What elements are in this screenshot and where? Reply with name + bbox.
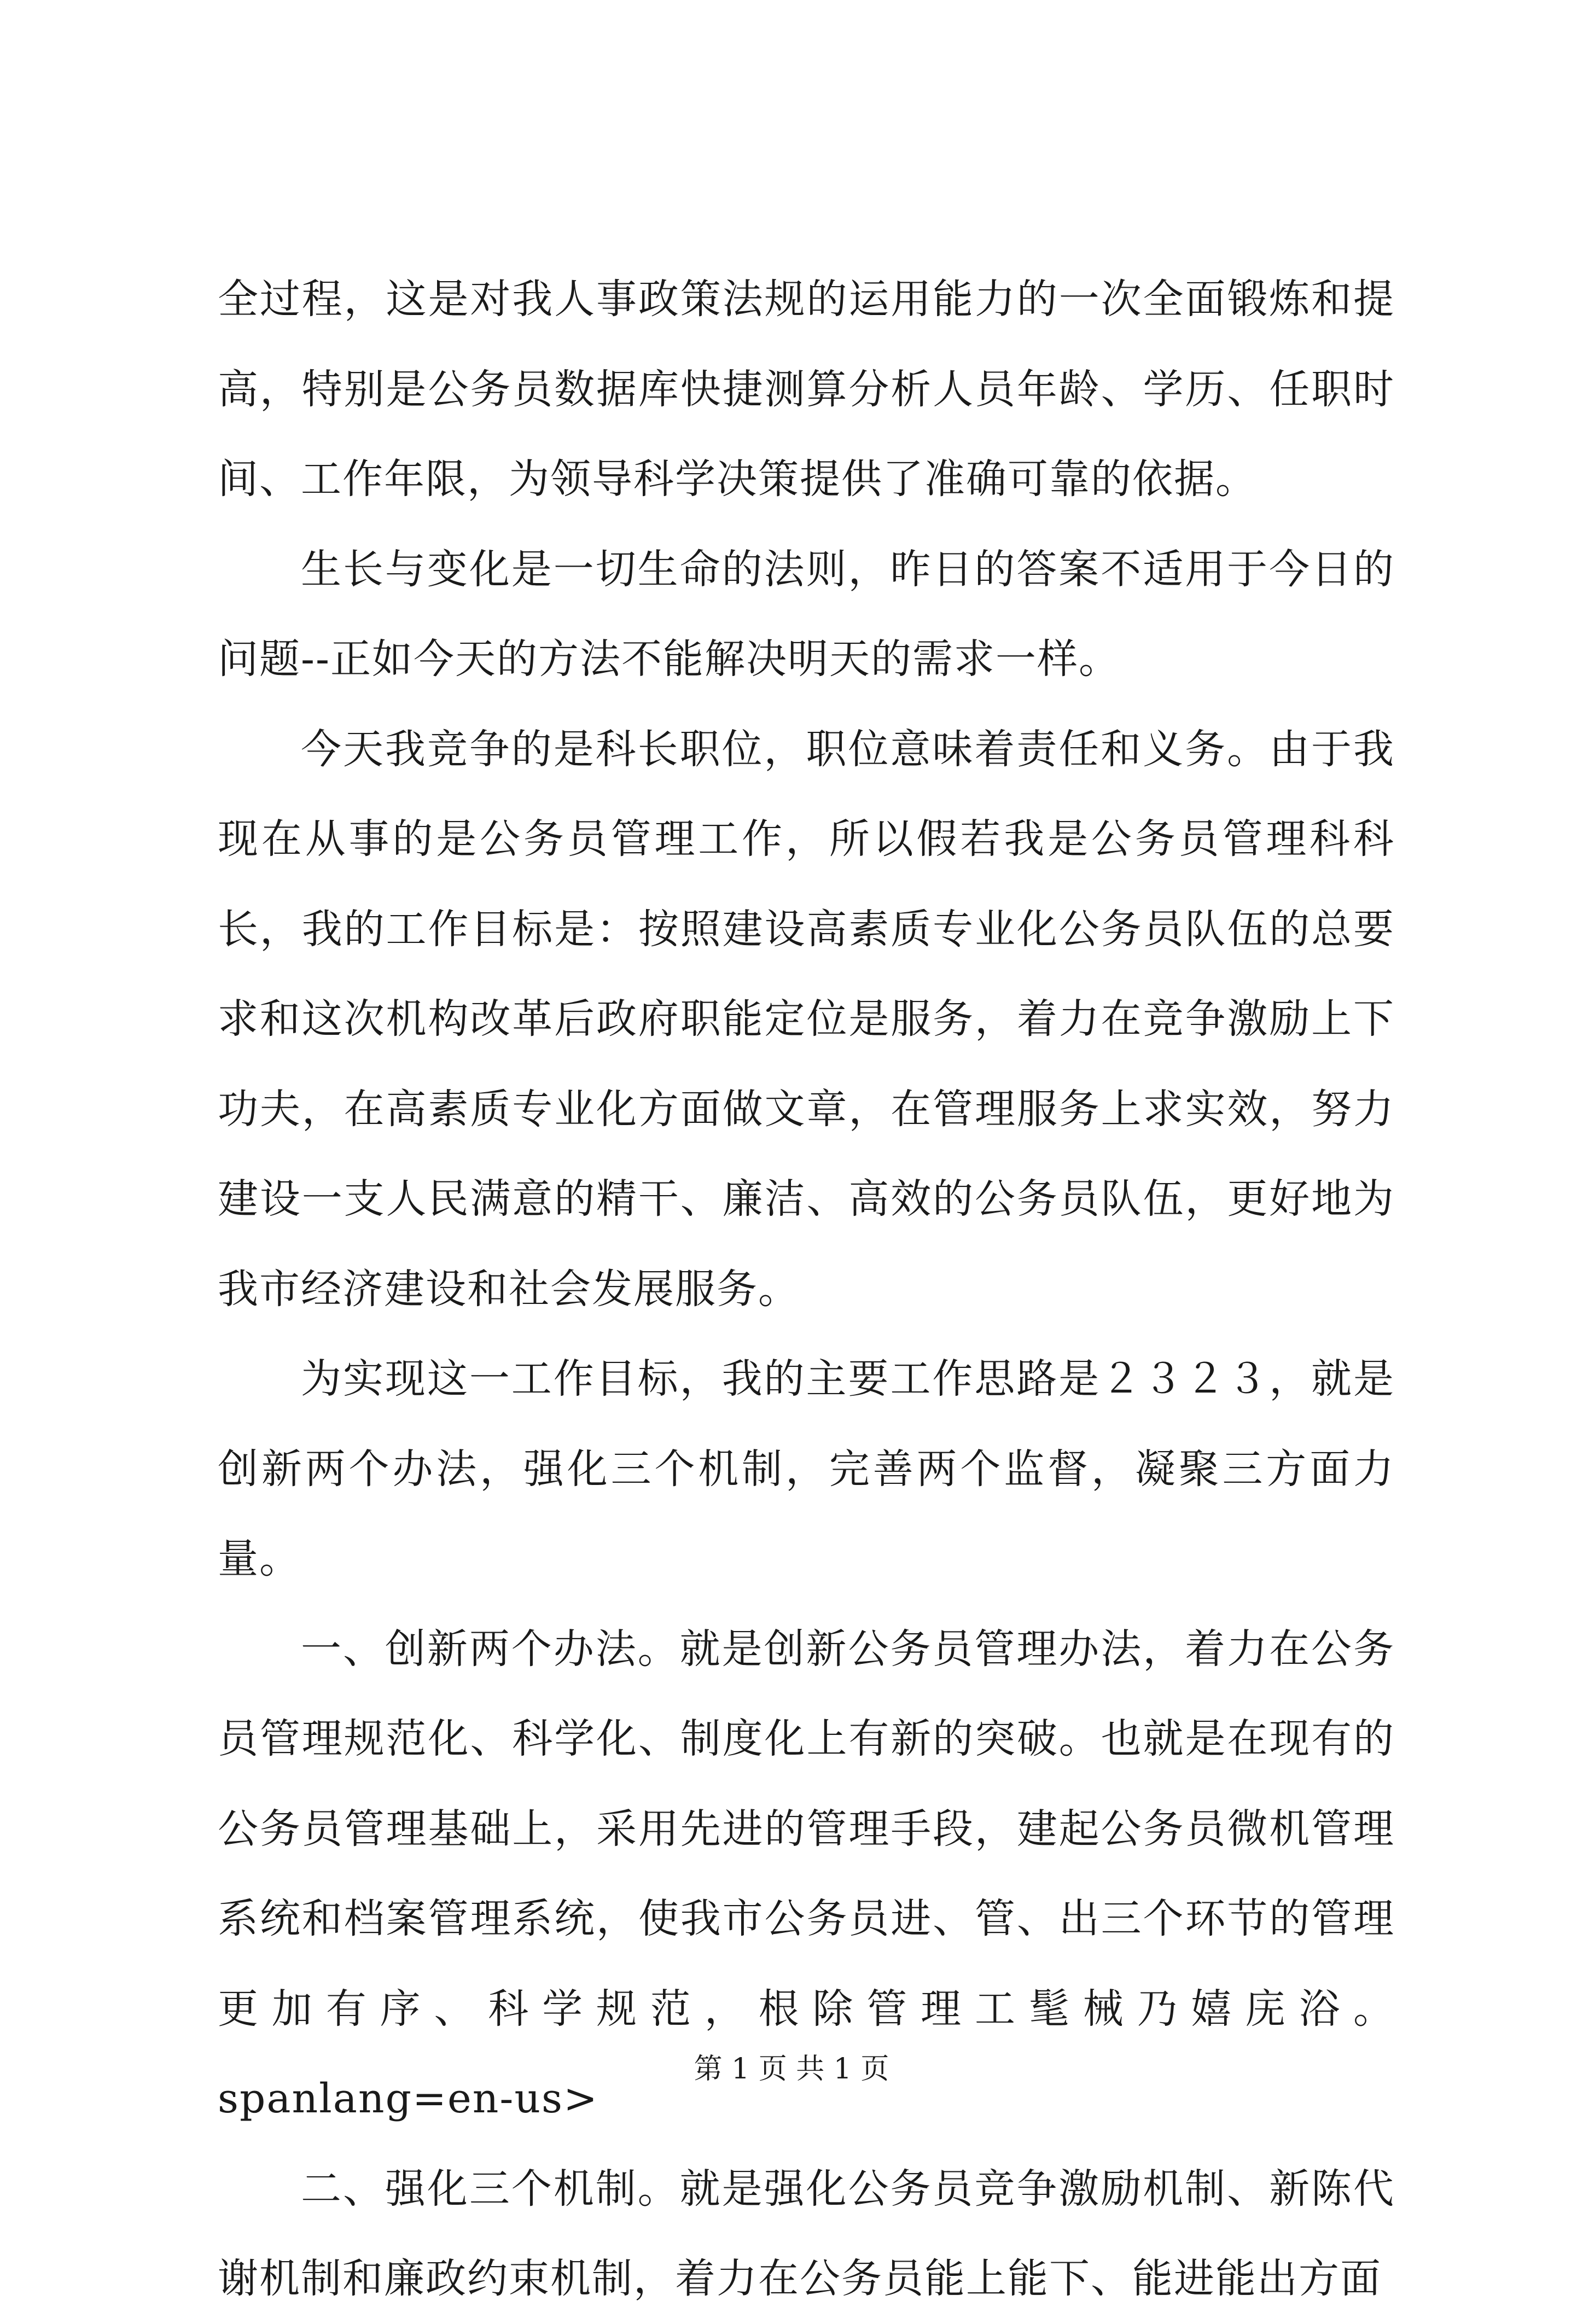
paragraph-goal: 今天我竞争的是科长职位，职位意味着责任和义务。由于我现在从事的是公务员管理工作，所以假若我是公务员管理科科长，我的工作目标是：按照建设高素质专业化公务员队伍的总要求和这次机构改革后政府职能定位是服务，着力在竞争激励上下功夫，在高素质专业化方面做文章，在管理服务上求实效，努力建设一支人民满意的精干、廉洁、高效的公务员队伍，更好地为我市经济建设和社会发展服务。 <box>218 725 1395 1313</box>
paragraph-continued: 全过程，这是对我人事政策法规的运用能力的一次全面锻炼和提高，特别是公务员数据库快捷测算分析人员年龄、学历、任职时间、工作年限，为领导科学决策提供了准确可靠的依据。 <box>218 276 1395 503</box>
paragraph-point-one: 一、创新两个办法。就是创新公务员管理办法，着力在公务员管理规范化、科学化、制度化上有新的突破。也就是在现有的公务员管理基础上，采用先进的管理手段，建起公务员微机管理系统和档案管理系统，使我市公务员进、管、出三个环节的管理更加有序、科学规范，根除管理工髦械乃嬉庑浴。spanlang=en-us> <box>218 1625 1395 2122</box>
document-body <box>218 254 1395 2324</box>
page-number-footer: 第 1 页 共 1 页 <box>694 2053 889 2086</box>
paragraph-approach: 为实现这一工作目标，我的主要工作思路是２３２３，就是创新两个办法，强化三个机制，完善两个监督，凝聚三方面力量。 <box>218 1355 1395 1582</box>
paragraph-point-two: 二、强化三个机制。就是强化公务员竞争激励机制、新陈代谢机制和廉政约束机制，着力在公务员能上能下、能进能出方面 <box>218 2165 1395 2302</box>
paragraph-growth: 生长与变化是一切生命的法则，昨日的答案不适用于今日的问题--正如今天的方法不能解决明天的需求一样。 <box>218 545 1395 683</box>
